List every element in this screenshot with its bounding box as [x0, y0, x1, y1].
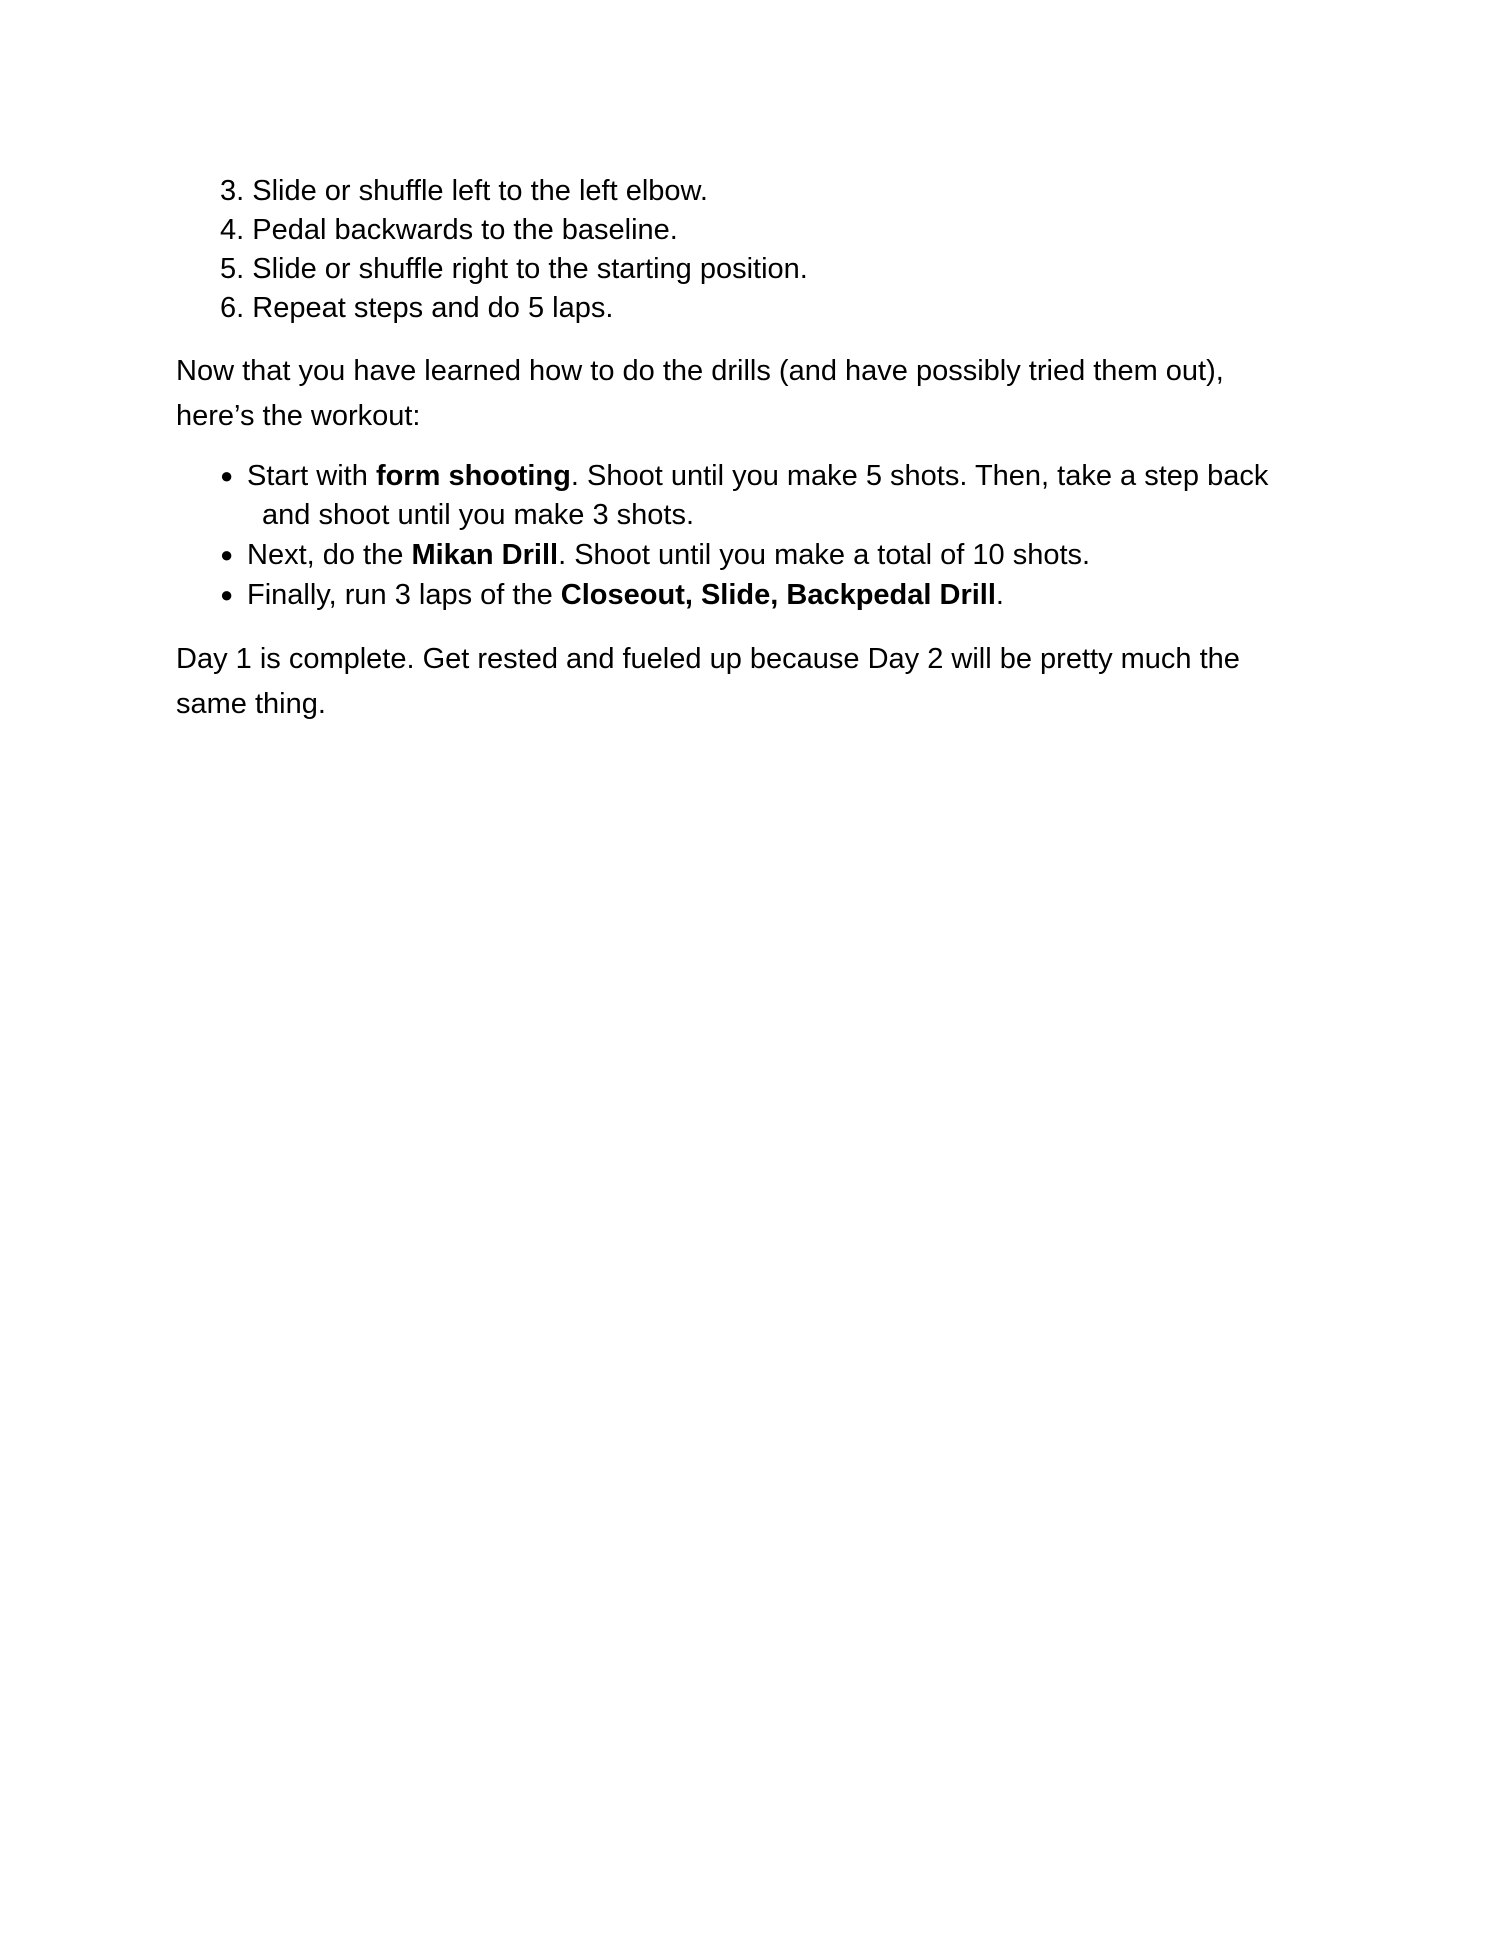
item-text: Finally, run 3 laps of the [247, 579, 561, 611]
item-text: . [995, 579, 1004, 611]
item-text: . Shoot until you make 5 shots. Then, take a step back [570, 460, 1269, 492]
intro-line-1: Now that you have learned how to do the drills (and have possibly tried them out), [176, 355, 1224, 387]
item-text: . Shoot until you make a total of 10 shots. [558, 539, 1091, 571]
step-number: 3. [220, 175, 245, 207]
bullet-icon: ● [220, 542, 234, 567]
item-text: Start with [247, 460, 376, 492]
step-number: 4. [220, 214, 245, 246]
list-item [220, 250, 1326, 289]
drill-name: Mikan Drill [411, 539, 559, 571]
drill-steps-list [220, 172, 1326, 328]
item-text: Next, do the [247, 539, 412, 571]
bullet-line [220, 460, 1268, 492]
drill-name: Closeout, Slide, Backpedal Drill [560, 579, 996, 611]
bullet-line [220, 579, 1004, 611]
list-item [220, 289, 1326, 328]
step-number: 6. [220, 292, 245, 324]
bullet-icon: ● [220, 463, 234, 488]
item-continuation: and shoot until you make 3 shots. [262, 499, 695, 531]
step-number: 5. [220, 253, 245, 285]
closing-paragraph [176, 637, 1326, 727]
drill-name: form shooting [375, 460, 571, 492]
step-text: Slide or shuffle right to the starting position. [252, 253, 808, 285]
intro-paragraph [176, 349, 1326, 439]
page-content [176, 172, 1326, 727]
step-text: Pedal backwards to the baseline. [252, 214, 678, 246]
step-text: Repeat steps and do 5 laps. [252, 292, 614, 324]
closing-line-2: same thing. [176, 688, 326, 720]
bullet-icon: ● [220, 582, 234, 607]
list-item [220, 172, 1326, 211]
list-item [220, 211, 1326, 250]
workout-list [220, 456, 1326, 615]
closing-line-1: Day 1 is complete. Get rested and fueled up because Day 2 will be pretty much the [176, 643, 1240, 675]
list-item [220, 575, 1326, 615]
list-item [220, 456, 1326, 535]
list-item [220, 535, 1326, 575]
intro-line-2: here’s the workout: [176, 400, 421, 432]
bullet-line [220, 539, 1090, 571]
step-text: Slide or shuffle left to the left elbow. [252, 175, 708, 207]
